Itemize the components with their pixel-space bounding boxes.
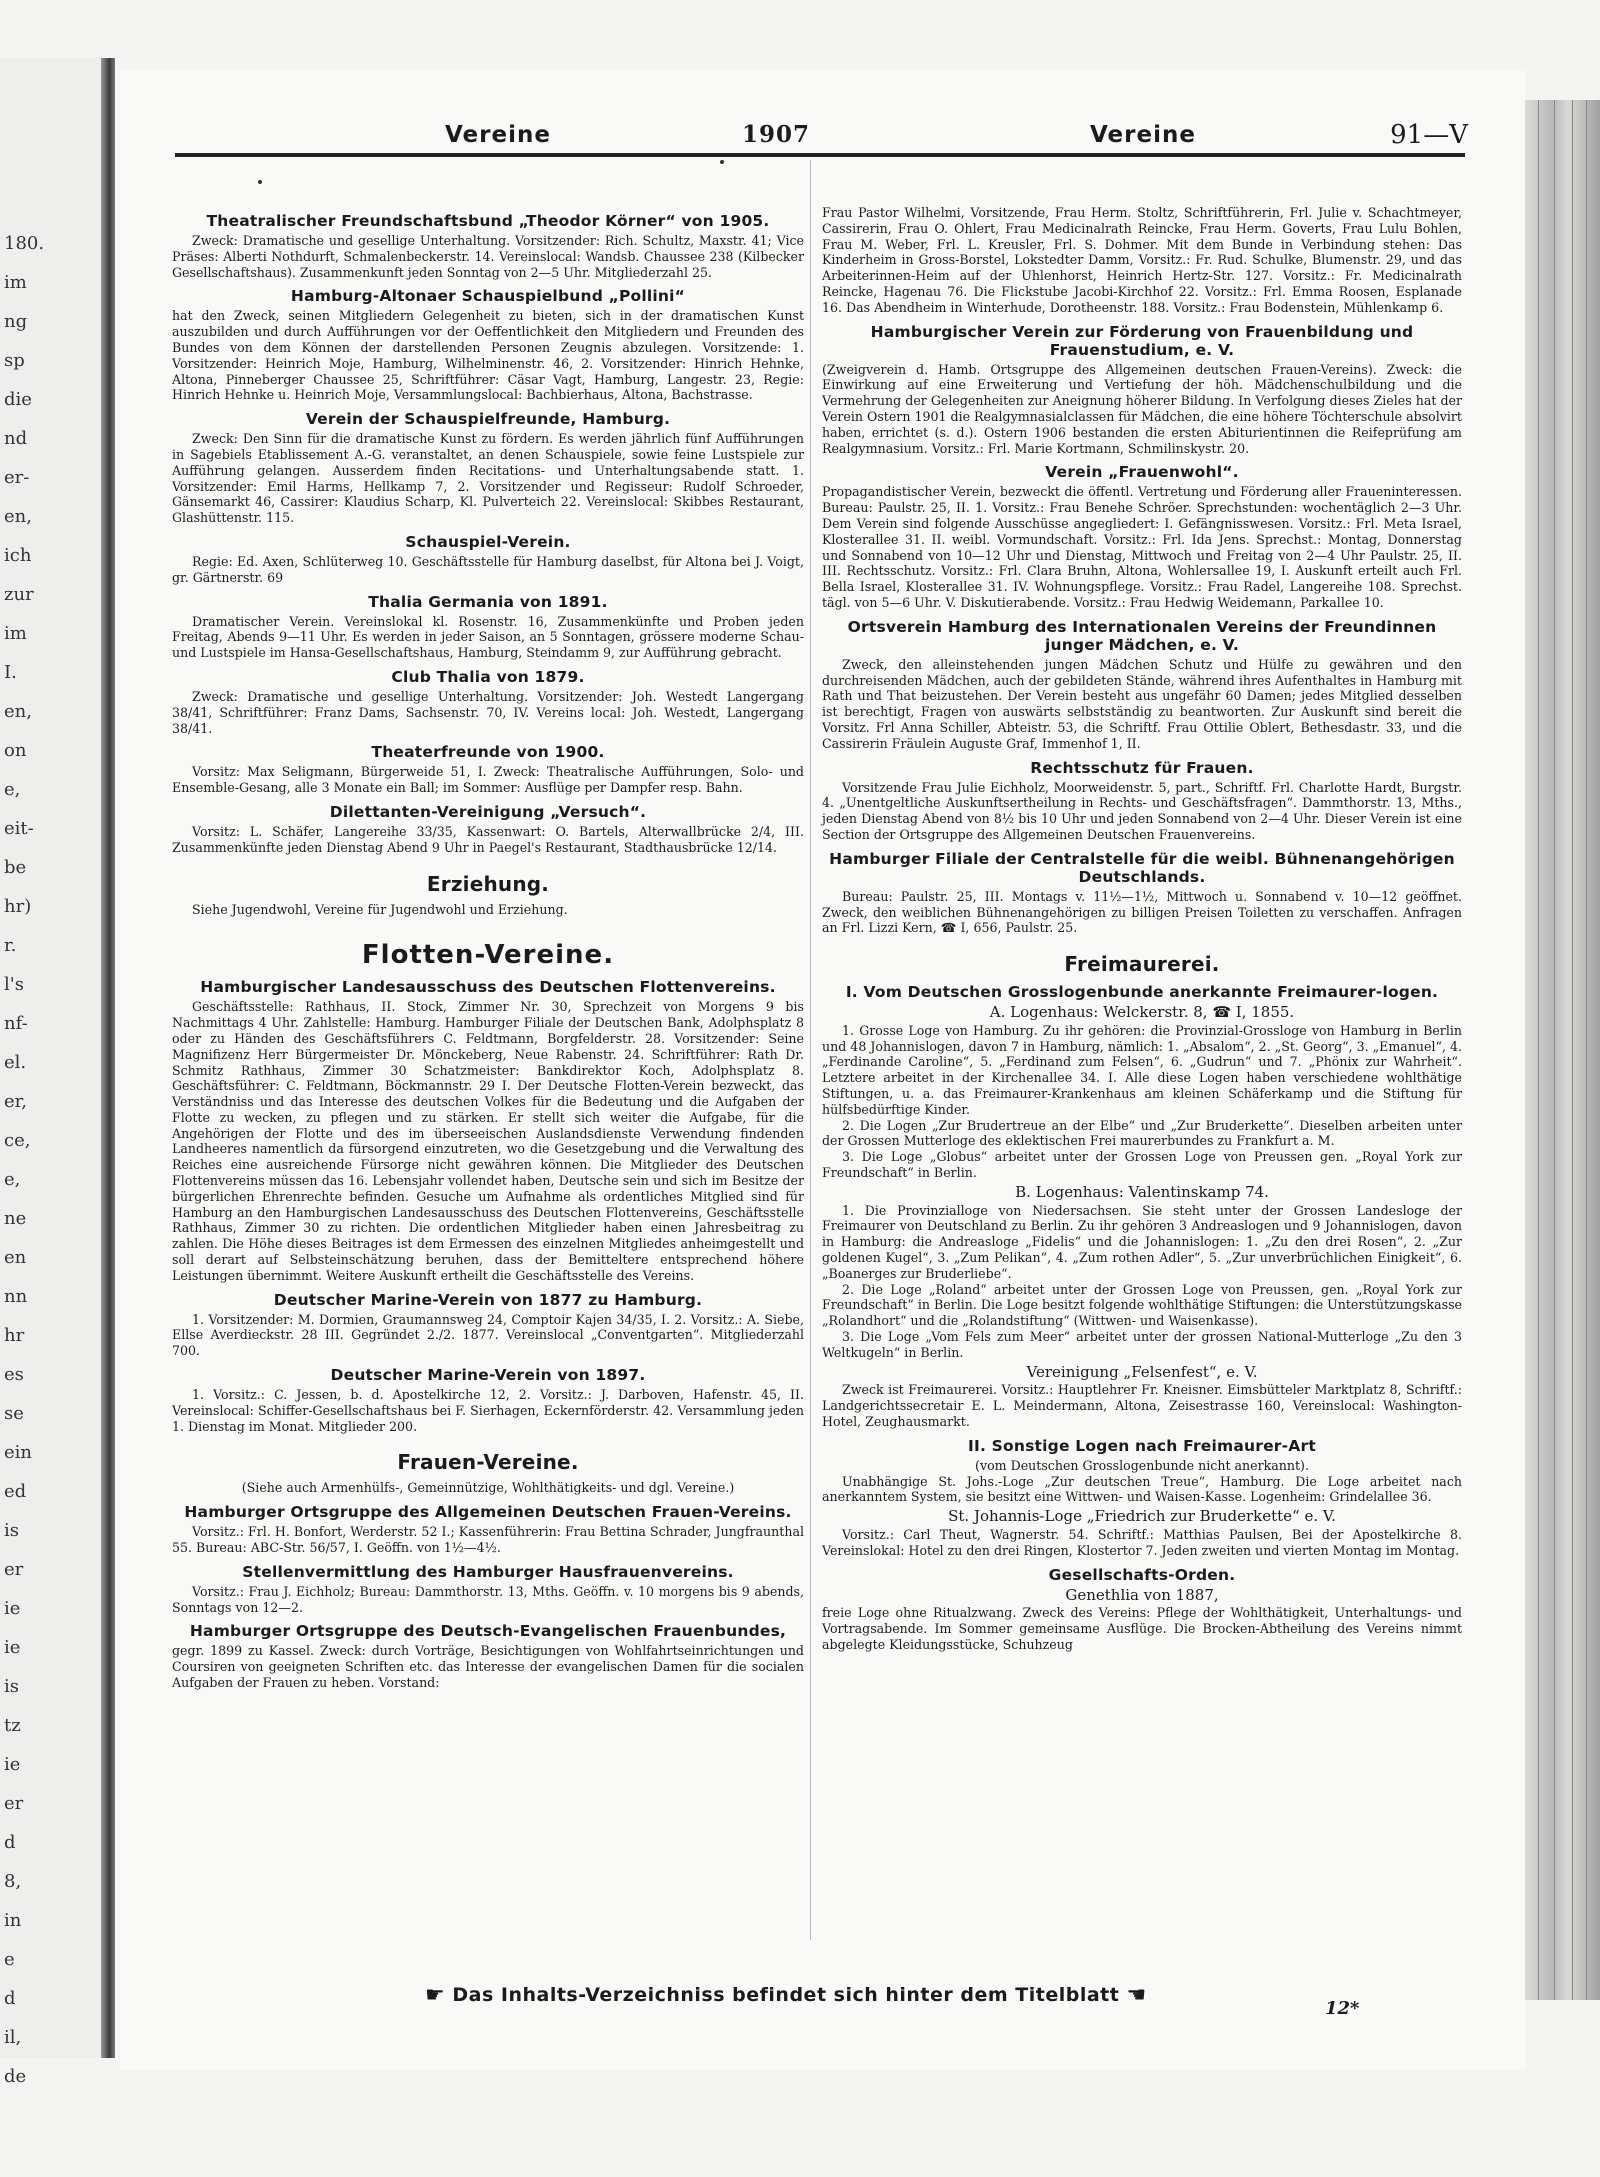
- entry-text: 3. Die Loge „Vom Fels zum Meer“ arbeitet unter der grossen National-Mutterloge „Zu den 3 Weltkugeln“ in Berlin.: [822, 1329, 1462, 1360]
- previous-page-fragment: sp: [4, 350, 25, 371]
- entry-text: Frau Pastor Wilhelmi, Vorsitzende, Frau Herm. Stoltz, Schriftführerin, Frl. Julie v. Schachtmeyer, Cassirerin, Frau O. Ohlert, Frau Medicinalrath Reincke, Frau Herm. Goverts, Frau Lulu Bohlen, Frau M. Weber, Frl. L. Kreusler, Frl. S. Dohmer. Mit dem Bunde in Verbindung stehen: Das Kinderheim in Gross-Borstel, Lokstedter Damm, Vorsitz.: Fr. Rud. Schulke, Blumenstr. 29, und das Arbeiterinnen-Heim auf der Uhlenhorst, Heinrich Hertz-Str. 127. Vorsitz.: Fr. Medicinalrath Reincke, Hagenau 76. Die Flickstube Jacobi-Kirchhof 22. Vorsitz.: Frl. Emma Roosen, Esplanade 16. Das Abendheim in Winterhude, Dorotheenstr. 188. Vorsitz.: Frau Bodenstein, Mühlenkamp 6.: [822, 205, 1462, 315]
- previous-page-fragment: er: [4, 1793, 24, 1814]
- entry-text: 3. Die Loge „Globus“ arbeitet unter der Grossen Loge von Preussen gen. „Royal York zur Freundschaft“ in Berlin.: [822, 1149, 1462, 1181]
- entry-text: 1. Grosse Loge von Hamburg. Zu ihr gehören: die Provinzial-Grossloge von Hamburg in Berlin und 48 Johannislogen, davon 7 in Hamburg, nämlich: 1. „Absalom“, 2. „St. Georg“, 3. „Emanuel“, 4. „Ferdinande Caroline“, 5. „Ferdinand zum Felsen“, 6. „Gudrun“ und 7. „Phönix zur Wahrheit“. Letztere arbeitet in der Kirchenallee 34. I. Alle diese Logen haben verschiedene wohlthätige Stiftungen, u. a. das Freimaurer-Krankenhaus am kleinen Schäferkamp und die Stiftung für hülfsbedürftige Kinder.: [822, 1022, 1462, 1117]
- entry-text: Propagandistischer Verein, bezweckt die öffentl. Vertretung und Förderung aller Fraueninteressen. Bureau: Paulstr. 25, II. 1. Vorsitz.: Frau Benehe Schröer. Sprechstunden: wochentäglich 2—3 Uhr. Dem Verein sind folgende Ausschüsse angegliedert: I. Gefängnisswesen. Vorsitz.: Frl. Meta Israel, Klosterallee 31. II. weibl. Vormundschaft. Vorsitz.: Frl. Ida Jens. Sprechst.: Montag, Donnerstag und Sonnabend von 10—12 Uhr und Dienstag, Mittwoch und Freitag von 2—4 Uhr Paulstr. 25, II. III. Rechtsschutz. Vorsitz.: Frl. Clara Bruhn, Altona, Wohlersallee 19, I. Auskunft erteilt auch Frl. Bella Israel, Klosterallee 31. IV. Wohnungspflege. Vorsitz.: Frau Radel, Langereihe 108. Sprechst. tägl. von 5—6 Uhr. V. Diskutierabende. Vorsitz.: Frau Hedwig Weidemann, Parkallee 10.: [822, 484, 1462, 610]
- section-heading: Hamburger Ortsgruppe des Allgemeinen Deutschen Frauen-Vereins.: [184, 1503, 792, 1522]
- entry-text: 1. Die Provinzialloge von Niedersachsen. Sie steht unter der Grossen Landesloge der Freimaurer von Deutschland zu Berlin. Zu ihr gehören 3 Andreaslogen und 9 Johannislogen, davon in Hamburg: die Andreasloge „Fidelis“ und die Johannislogen: 1. „Zu den drei Rosen“, 2. „Zur goldenen Kugel“, 3. „Zum Pelikan“, 4. „Zum rothen Adler“, 5. „Zur unverbrüchlichen Einigkeit“, 6. „Boanerges zur Bruderliebe“.: [822, 1202, 1462, 1281]
- previous-page-fragment: ed: [4, 1481, 27, 1502]
- previous-page-fragment: ne: [4, 1208, 27, 1229]
- previous-page-fragment: l's: [4, 974, 24, 995]
- entry-text: Bureau: Paulstr. 25, III. Montags v. 11½—1½, Mittwoch u. Sonnabend v. 10—12 geöffnet. Zweck, den weiblichen Bühnenangehörigen zu billigen Preisen Toiletten zu verschaffen. Anfragen an Frl. Lizzi Kern, ☎ I, 656, Paulstr. 25.: [822, 888, 1462, 936]
- section-heading: Hamburg-Altonaer Schauspielbund „Pollini“: [290, 287, 686, 306]
- previous-page-fragment: die: [4, 389, 32, 410]
- section-heading: Stellenvermittlung des Hamburger Hausfrauenvereins.: [242, 1562, 734, 1581]
- book-spine: [101, 58, 115, 2058]
- previous-page-fragment: d: [4, 1832, 16, 1853]
- page-number: 91—V: [1390, 120, 1468, 150]
- entry-text: Zweck, den alleinstehenden jungen Mädchen Schutz und Hülfe zu gewähren und den durchreisenden Mädchen, auch der gebildeten Stände, während ihres Aufenthaltes in Hamburg mit Rath und That beizustehen. Der Verein besteht aus ungefähr 60 Damen; jedes Mitglied desselben ist berechtigt, Fragen von auswärts selbstständig zu beantworten. Zur Auskunft sind bereit die Vorsitz. Frl Anna Schiller, Abteistr. 53, die Schriftf. Frau Ottilie Oblert, Bethesdastr. 33, und die Cassirerin Fräulein Auguste Graf, Immenhof 1, II.: [822, 656, 1462, 751]
- section-heading: Gesellschafts-Orden.: [1048, 1565, 1236, 1584]
- previous-page-fragment: el.: [4, 1052, 27, 1073]
- column-divider: [810, 160, 811, 1940]
- entry-text: 1. Vorsitz.: C. Jessen, b. d. Apostelkirche 12, 2. Vorsitz.: J. Darboven, Hafenstr. 45, II. Vereinslocal: Schiffer-Gesellschaftshaus bei F. Sierhagen, Eckernförderstr. 42. Versammlung jeden 1. Dienstag im Monat. Mitglieder 200.: [172, 1387, 804, 1434]
- section-heading: II. Sonstige Logen nach Freimaurer-Art: [968, 1436, 1316, 1455]
- previous-page-fragment: d: [4, 1988, 16, 2009]
- previous-page-fragment: 180.: [4, 233, 45, 254]
- entry-text: Dramatischer Verein. Vereinslokal kl. Rosenstr. 16, Zusammenkünfte und Proben jeden Freitag, Abends 9—11 Uhr. Es werden in jeder Saison, an 5 Sonntagen, grössere moderne Schau- und Lustspiele im Hansa-Gesellschaftshaus, Hamburg, Steindamm 9, zur Aufführung gebracht.: [172, 613, 804, 661]
- previous-page-fragment: nd: [4, 428, 28, 449]
- previous-page-fragment: im: [4, 272, 27, 293]
- entry-text: Vorsitz: L. Schäfer, Langereihe 33/35, Kassenwart: O. Bartels, Alterwallbrücke 2/4, III. Zusammenkünfte jeden Dienstag Abend 9 Uhr in Paegel's Restaurant, Stadthausbrücke 12/14.: [172, 823, 804, 855]
- previous-page-fragment: on: [4, 740, 27, 761]
- previous-page-fragment: se: [4, 1403, 24, 1424]
- previous-page-fragment: eit-: [4, 818, 34, 839]
- previous-page-fragment: ie: [4, 1754, 21, 1775]
- footer-notice: [425, 1983, 1147, 2008]
- print-speck: [258, 180, 262, 184]
- entry-text: hat den Zweck, seinen Mitgliedern Gelegenheit zu bieten, sich in der dramatischen Kunst auszubilden und durch Aufführungen vor der Oeffentlichkeit den Mitgliedern und Freunden des Bundes von dem Können der darstellenden Personen Zeugnis abzulegen. Vorsitzende: 1. Vorsitzender: Heinrich Moje, Hamburg, Wilhelminenstr. 46, 2. Vorsitzender: Hinrich Hehnke, Altona, Pinneberger Chaussee 25, Schriftführer: Cäsar Vagt, Hamburg, Langestr. 23, Regie: Hinrich Hehnke u. Heinrich Moje, Versammlungslocal: Bachbierhaus, Altona, Bachstrasse.: [172, 308, 804, 403]
- entry-text: Vorsitzende Frau Julie Eichholz, Moorweidenstr. 5, part., Schriftf. Frl. Charlotte Hardt, Burgstr. 4. „Unentgeltliche Auskunftsertheilung in Rechts- und Geschäftsfragen“. Dammthorstr. 13, Mths., jeden Dienstag Abend von 8½ bis 10 Uhr und jeden Sonnabend von 2—4 Uhr. Dieser Verein ist eine Section der Ortsgruppe des Allgemeinen Deutschen Frauenvereins.: [822, 779, 1462, 842]
- sub-heading: A. Logenhaus: Welckerstr. 8, ☎ I, 1855.: [989, 1003, 1295, 1022]
- previous-page-fragment: ng: [4, 311, 28, 332]
- section-heading: Verein „Frauenwohl“.: [1045, 463, 1239, 482]
- footer-text: Das Inhalts-Verzeichniss befindet sich hinter dem Titelblatt: [452, 1984, 1120, 2006]
- entry-text: gegr. 1899 zu Kassel. Zweck: durch Vorträge, Besichtigungen von Wohlfahrtseinrichtungen und Coursiren von geeigneten Schriften etc. das Interesse der evangelischen Damen für die socialen Aufgaben der Frauen zu heben. Vorstand:: [172, 1643, 804, 1691]
- entry-text: Zweck: Den Sinn für die dramatische Kunst zu fördern. Es werden jährlich fünf Aufführungen in Sagebiels Etablissement A.-G. veranstaltet, an denen Schauspiele, sowie feine Lustspiele zur Aufführung gelangen. Ausserdem finden Recitations- und Unterhaltungsabende statt. 1. Vorsitzender: Emil Harms, Hellkamp 7, 2. Vorsitzender und Regisseur: Rudolf Schroeder, Gänsemarkt 46, Cassirer: Klaudius Scharp, Kl. Pulverteich 22. Vereinslocal: Skibbes Restaurant, Glashüttenstr. 115.: [172, 431, 804, 526]
- section-heading: Hamburger Filiale der Centralstelle für die weibl. Bühnenangehörigen Deutschlands.: [829, 849, 1455, 886]
- right-column: [822, 205, 1462, 1653]
- previous-page-fragment: nf-: [4, 1013, 28, 1034]
- entry-text: Regie: Ed. Axen, Schlüterweg 10. Geschäftsstelle für Hamburg daselbst, für Altona bei J. Voigt, gr. Gärtnerstr. 69: [172, 553, 804, 585]
- previous-page-fragment: 8,: [4, 1871, 22, 1892]
- section-heading: Ortsverein Hamburg des Internationalen Vereins der Freundinnen junger Mädchen, e. V.: [847, 617, 1437, 654]
- previous-page-fragment: im: [4, 623, 27, 644]
- entry-text: Vorsitz.: Carl Theut, Wagnerstr. 54. Schriftf.: Matthias Paulsen, Bei der Apostelkirche 8. Vereinslokal: Hotel zu den drei Ringen, Klostertor 7. Jeden zweiten und vierten Montag im Montag.: [822, 1527, 1462, 1558]
- section-heading: Schauspiel-Verein.: [405, 532, 571, 551]
- entry-text: Zweck ist Freimaurerei. Vorsitz.: Hauptlehrer Fr. Kneisner. Eimsbütteler Marktplatz 8, Schriftf.: Landgerichtssecretair E. L. Meindermann, Altona, Zeisestrasse 160, Vereinslocal: Washington-Hotel, Zeughausmarkt.: [822, 1382, 1462, 1430]
- section-heading: Flotten-Vereine.: [361, 940, 615, 971]
- section-heading: Deutscher Marine-Verein von 1877 zu Hamburg.: [273, 1290, 703, 1309]
- previous-page-fragment: r.: [4, 935, 17, 956]
- entry-text: Siehe Jugendwohl, Vereine für Jugendwohl und Erziehung.: [192, 901, 568, 917]
- header-left: Vereine: [445, 122, 551, 148]
- previous-page-edge: [0, 58, 115, 2087]
- entry-text: freie Loge ohne Ritualzwang. Zweck des Vereins: Pflege der Wohlthätigkeit, Unterhaltungs- und Vortragsabende. Im Sommer gemeinsame Ausflüge. Die Brocken-Abtheilung des Vereins nimmt abgelegte Kleidungsstücke, Schuhzeug: [822, 1605, 1462, 1652]
- header-year: 1907: [742, 121, 811, 148]
- previous-page-fragment: hr: [4, 1325, 25, 1346]
- header-rule: [175, 153, 1465, 157]
- print-speck: [720, 160, 724, 164]
- previous-page-fragment: ce,: [4, 1130, 31, 1151]
- section-heading: Theaterfreunde von 1900.: [371, 743, 605, 762]
- sheet-signature: 12*: [1325, 1998, 1360, 2019]
- previous-page-fragment: ie: [4, 1637, 21, 1658]
- entry-text: Vorsitz.: Frl. H. Bonfort, Werderstr. 52 I.; Kassenführerin: Frau Bettina Schrader, Jungfraunthal 55. Bureau: ABC-Str. 56/57, I. Geöffn. von 1½—4½.: [172, 1524, 804, 1556]
- previous-page-fragment: il,: [4, 2027, 22, 2048]
- sub-heading: B. Logenhaus: Valentinskamp 74.: [1015, 1182, 1269, 1201]
- previous-page-fragment: nn: [4, 1286, 28, 1307]
- previous-page-fragment: zur: [4, 584, 34, 605]
- previous-page-fragment: en,: [4, 701, 32, 722]
- previous-page-fragment: en: [4, 1247, 27, 1268]
- previous-page-fragment: es: [4, 1364, 24, 1385]
- sub-heading: Vereinigung „Felsenfest“, e. V.: [1026, 1362, 1258, 1381]
- previous-page-fragment: be: [4, 857, 27, 878]
- entry-text: Unabhängige St. Johs.-Loge „Zur deutschen Treue“, Hamburg. Die Loge arbeitet nach anerkanntem System, sie besitzt eine Wittwen- und Waisen-Kasse. Logenheim: Grindelallee 36.: [822, 1473, 1462, 1505]
- entry-text: Vorsitz.: Frau J. Eichholz; Bureau: Dammthorstr. 13, Mths. Geöffn. v. 10 morgens bis 9 abends, Sonntags von 12—2.: [172, 1583, 804, 1615]
- page-stack-edge: [1520, 100, 1600, 2000]
- pointing-hand-right-icon: ☛: [425, 1983, 446, 2008]
- previous-page-fragment: ein: [4, 1442, 33, 1463]
- section-heading: Deutscher Marine-Verein von 1897.: [330, 1366, 646, 1385]
- entry-text: (Siehe auch Armenhülfs-, Gemeinnützige, Wohlthätigkeits- und dgl. Vereine.): [241, 1480, 735, 1496]
- previous-page-fragment: e,: [4, 779, 21, 800]
- previous-page-fragment: er-: [4, 467, 30, 488]
- previous-page-fragment: in: [4, 1910, 22, 1931]
- previous-page-fragment: ich: [4, 545, 32, 566]
- section-heading: Hamburgischer Verein zur Förderung von Frauenbildung und Frauenstudium, e. V.: [870, 322, 1414, 359]
- section-heading: Theatralischer Freundschaftsbund „Theodor Körner“ von 1905.: [206, 212, 770, 230]
- previous-page-fragment: is: [4, 1676, 19, 1697]
- header-right: Vereine: [1090, 122, 1196, 148]
- entry-text: (vom Deutschen Grosslogenbunde nicht anerkannt).: [975, 1457, 1309, 1473]
- previous-page-fragment: ie: [4, 1598, 21, 1619]
- entry-text: 2. Die Logen „Zur Brudertreue an der Elbe“ und „Zur Bruderkette“. Dieselben arbeiten unter der Grossen Mutterloge des eklektischen Frei maurerbundes zu Frankfurt a. M.: [822, 1117, 1462, 1149]
- entry-text: (Zweigverein d. Hamb. Ortsgruppe des Allgemeinen deutschen Frauen-Vereins). Zweck: die Einwirkung auf eine Erweiterung und Vertiefung der höh. Mädchenschulbildung und die Vermehrung der Gelegenheiten zur Aneignung höherer Bildung. In Verfolgung dieses Zieles hat der Verein Ostern 1901 die Realgymnasialclassen für Mädchen, die eine höhere Töchterschule absolvirt haben, errichtet (s. d.). Ostern 1906 bestanden die ersten Abiturientinnen die Reifeprüfung am Realgymnasium. Vorsitz.: Frl. Marie Kortmann, Schmilinskystr. 20.: [822, 361, 1462, 456]
- section-heading: Thalia Germania von 1891.: [368, 592, 608, 611]
- previous-page-fragment: hr): [4, 896, 32, 917]
- entry-text: 2. Die Loge „Roland“ arbeitet unter der Grossen Loge von Preussen, gen. „Royal York zur Freundschaft“ in Berlin. Die Loge besitzt folgende wohlthätige Stiftungen: die Unterstützungskasse „Rolandhort“ und die „Rolandstiftung“ (Wittwen- und Waisenkasse).: [822, 1281, 1462, 1329]
- section-heading: Erziehung.: [426, 871, 550, 896]
- pointing-hand-left-icon: ☚: [1126, 1983, 1147, 2008]
- entry-text: Zweck: Dramatische und gesellige Unterhaltung. Vorsitzender: Rich. Schultz, Maxstr. 41; Vice Präses: Alberti Nothdurft, Schmalenbeckerstr. 14. Vereinslocal: Wandsb. Chaussee 238 (Kilbecker Gesellschaftshaus). Zusammenkunft jeden Sonntag von 2—5 Uhr. Mitgliederzahl 25.: [172, 233, 804, 280]
- previous-page-fragment: I.: [4, 662, 17, 683]
- previous-page-fragment: e: [4, 1949, 15, 1970]
- section-heading: Rechtsschutz für Frauen.: [1030, 758, 1254, 777]
- section-heading: Club Thalia von 1879.: [391, 667, 585, 686]
- section-heading: Dilettanten-Vereinigung „Versuch“.: [329, 802, 647, 821]
- entry-text: Zweck: Dramatische und gesellige Unterhaltung. Vorsitzender: Joh. Westedt Langergang 38/41, Schriftführer: Franz Dams, Sachsenstr. 70, IV. Vereins local: Joh. Westedt, Langergang 38/41.: [172, 688, 804, 736]
- sub-heading: St. Johannis-Loge „Friedrich zur Bruderkette“ e. V.: [948, 1507, 1336, 1526]
- previous-page-fragment: en,: [4, 506, 32, 527]
- left-column: [172, 205, 804, 1691]
- section-heading: Frauen-Vereine.: [397, 1450, 579, 1475]
- section-heading: Freimaurerei.: [1064, 952, 1220, 977]
- previous-page-fragment: tz: [4, 1715, 21, 1736]
- previous-page-fragment: de: [4, 2066, 27, 2087]
- section-heading: Hamburger Ortsgruppe des Deutsch-Evangelischen Frauenbundes,: [189, 1622, 787, 1641]
- previous-page-fragment: e,: [4, 1169, 21, 1190]
- section-heading: Verein der Schauspielfreunde, Hamburg.: [305, 410, 671, 429]
- previous-page-fragment: er: [4, 1559, 24, 1580]
- previous-page-fragment: er,: [4, 1091, 28, 1112]
- entry-text: Vorsitz: Max Seligmann, Bürgerweide 51, I. Zweck: Theatralische Aufführungen, Solo- und Ensemble-Gesang, alle 3 Monate ein Ball; im Sommer: Ausflüge per Dampfer resp. Bahn.: [172, 764, 804, 796]
- entry-text: Geschäftsstelle: Rathhaus, II. Stock, Zimmer Nr. 30, Sprechzeit von Morgens 9 bis Nachmittags 4 Uhr. Zahlstelle: Hamburg. Hamburger Filiale der Deutschen Bank, Adolphsplatz 8 oder zu Händen des Geschäftsführers C. Feldtmann, Borgfelderstr. 28. Vorsitzender: Seine Magnifizenz Herr Bürgermeister Dr. Mönckeberg, Neue Rabenstr. 24. Schriftführer: Rath Dr. Schmitz Rathhaus, Zimmer 30 Schatzmeister: Bankdirektor Koch, Adolphsplatz 8. Geschäftsführer: C. Feldtmann, Böckmannstr. 29 I. Der Deutsche Flotten-Verein bezweckt, das Verständniss und das Interesse des deutschen Volkes für die Bedeutung und die Aufgaben der Flotte zu wecken, zu pflegen und zu stärken. Er stellt sich weiter die Aufgabe, für die Angehörigen der Flotte und des im überseeischen Auslandsdienste Verwendung findenden Landheeres namentlich da fürsorgend einzutreten, wo die Gesetzgebung und die Verwaltung des Reiches eine ausreichende Fürsorge nicht gewähren können. Die Mitglieder des Deutschen Flottenvereins müssen das 16. Lebensjahr vollendet haben, Deutsche sein und sich im Besitze der bürgerlichen Ehrenrechte befinden. Gesuche um Aufnahme als ordentliches Mitglied sind für Hamburg an den Hamburgischen Landesausschuss des Deutschen Flottenvereins, Geschäftsstelle Rathhaus, Zimmer 30 zu richten. Die ordentlichen Mitglieder haben einen Jahresbeitrag zu zahlen. Die Höhe dieses Beitrages ist dem Ermessen des einzelnen Mitgliedes anheimgestellt und soll derart auf Selbsteinschätzung beruhen, dass der Bemitteltere entsprechend höhere Leistungen übernimmt. Weitere Auskunft ertheilt die Geschäftsstelle des Vereins.: [172, 999, 804, 1283]
- entry-text: 1. Vorsitzender: M. Dormien, Graumannsweg 24, Comptoir Kajen 34/35, I. 2. Vorsitz.: A. Siebe, Ellse Averdieckstr. 28 III. Gegründet 2./2. 1877. Vereinslocal „Conventgarten“. Mitgliederzahl 700.: [172, 1311, 804, 1359]
- sub-heading: Genethlia von 1887,: [1065, 1585, 1219, 1604]
- section-heading: Hamburgischer Landesausschuss des Deutschen Flottenvereins.: [200, 978, 776, 997]
- section-heading: I. Vom Deutschen Grosslogenbunde anerkannte Freimaurer-logen.: [845, 983, 1439, 1002]
- previous-page-fragment: is: [4, 1520, 19, 1541]
